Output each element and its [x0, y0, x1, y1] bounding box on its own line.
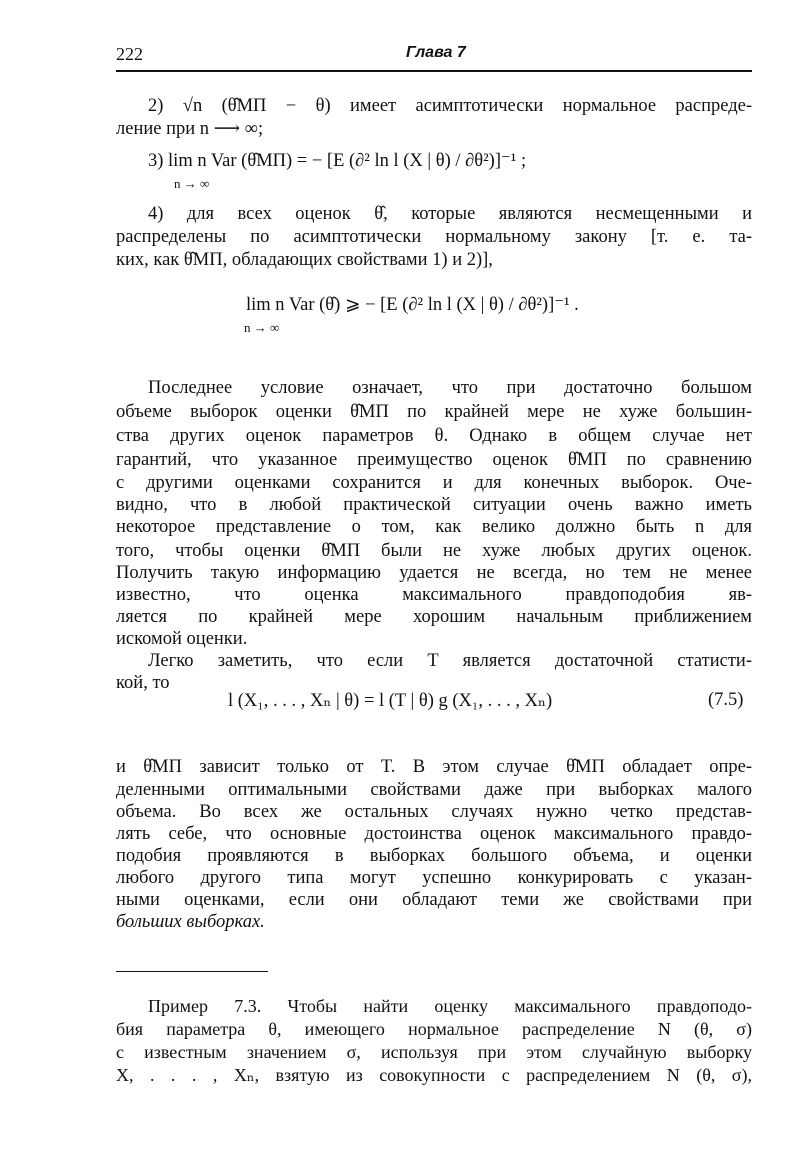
para3-line: объема. Во всех же остальных случаях нужно четко представ- [116, 802, 752, 822]
item-4-line-1: 4) для всех оценок θ̂, которые являются несмещенными и [148, 204, 752, 224]
para1-line: того, чтобы оценки θ̂МП были не хуже любых других оценок. [116, 541, 752, 561]
para2-line: кой, то [116, 673, 170, 693]
equation-number: (7.5) [708, 690, 744, 710]
example-line: Пример 7.3. Чтобы найти оценку максимального правдоподо- [148, 996, 752, 1016]
section-divider [116, 971, 268, 972]
para3-line: и θ̂МП зависит только от T. В этом случае θ̂МП обладает опре- [116, 757, 752, 777]
page-number: 222 [116, 44, 143, 64]
item-2-line-2: ление при n ⟶ ∞; [116, 119, 264, 139]
page-header [116, 44, 752, 72]
para1-line: известно, что оценка максимального правдоподобия яв- [116, 585, 752, 605]
item-4-line-2: распределены по асимптотически нормальному закону [т. е. та- [116, 227, 752, 247]
para3-line: ными оценками, если они обладают теми же свойствами при [116, 890, 752, 910]
item-3-limit-sub: n → ∞ [174, 176, 210, 191]
example-line: X, . . . , Xₙ, взятую из совокупности с распределением N (θ, σ), [116, 1065, 752, 1085]
para3-line: подобия проявляются в выборках большого объема, и оценки [116, 846, 752, 866]
item-4-line-3: ких, как θ̂МП, обладающих свойствами 1) и 2)], [116, 250, 493, 270]
example-line: бия параметра θ, имеющего нормальное распределение N (θ, σ) [116, 1019, 752, 1039]
para3-line: лять себе, что основные достоинства оценок максимального правдо- [116, 824, 752, 844]
para1-line: гарантий, что указанное преимущество оценок θ̂МП по сравнению [116, 450, 752, 470]
equation-7-5: l (X₁, . . . , Xₙ | θ) = l (T | θ) g (X₁, . . . , Xₙ) [228, 691, 553, 711]
para3-line: деленными оптимальными свойствами даже при выборках малого [116, 780, 752, 800]
para1-line: Последнее условие означает, что при достаточно большом [148, 378, 752, 398]
para1-line: объеме выборок оценки θ̂МП по крайней мере не хуже большин- [116, 402, 752, 422]
para1-line: ства других оценок параметров θ. Однако в общем случае нет [116, 426, 752, 446]
para1-line: Получить такую информацию удается не всегда, но тем не менее [116, 563, 752, 583]
para3-line: больших выборках. [116, 912, 265, 932]
item-4-limit-sub: n → ∞ [244, 320, 280, 335]
para1-line: искомой оценки. [116, 629, 248, 649]
para2-line: Легко заметить, что если T является достаточной статисти- [148, 651, 752, 671]
para1-line: видно, что в любой практической ситуации очень важно иметь [116, 495, 752, 515]
chapter-title: Глава 7 [406, 44, 466, 61]
item-2-line-1: 2) √n (θ̂МП − θ) имеет асимптотически нормальное распреде- [148, 96, 752, 116]
example-line: с известным значением σ, используя при этом случайную выборку [116, 1042, 752, 1062]
item-4-formula: lim n Var (θ̂) ⩾ − [E (∂² ln l (X | θ) / ∂θ²)]⁻¹ . [246, 295, 579, 315]
para1-line: с другими оценками сохранится и для конечных выборок. Оче- [116, 473, 752, 493]
para1-line: ляется по крайней мере хорошим начальным приближением [116, 607, 752, 627]
item-3-formula: 3) lim n Var (θ̂МП) = − [E (∂² ln l (X | θ) / ∂θ²)]⁻¹ ; [148, 151, 527, 171]
para1-line: некоторое представление о том, как велико должно быть n для [116, 517, 752, 537]
para3-line: любого другого типа могут успешно конкурировать с указан- [116, 868, 752, 888]
